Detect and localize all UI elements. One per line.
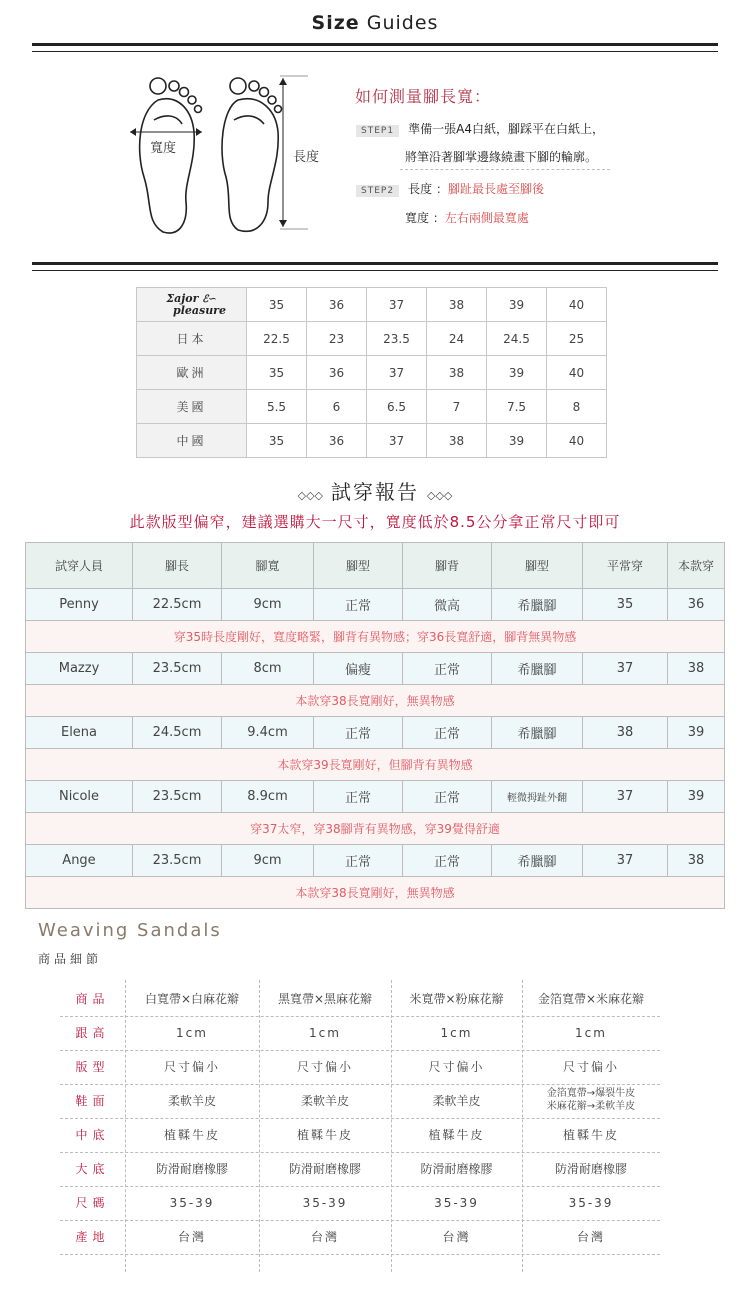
table-comment-row: 穿35時長度剛好，寬度略緊，腳背有異物感；穿36長寬舒適，腳背無異物感	[26, 621, 725, 653]
step-divider	[400, 169, 610, 170]
size-header: 36	[307, 288, 367, 322]
step1-tag: STEP1	[356, 125, 399, 137]
table-row: Ange 23.5cm 9cm 正常 正常 希臘腳 37 38	[26, 845, 725, 877]
detail-row-fit: 版型 尺寸偏小 尺寸偏小 尺寸偏小 尺寸偏小	[60, 1050, 660, 1085]
step1-line1: 準備一張A4白紙，腳踩平在白紙上，	[408, 122, 605, 136]
size-header: 38	[427, 288, 487, 322]
detail-row-origin: 產地 台灣 台灣 台灣 台灣	[60, 1220, 660, 1255]
report-title: ◇◇◇ 試穿報告 ◇◇◇	[297, 480, 453, 504]
step2-length-text: 腳趾最長處至腳後	[447, 182, 544, 196]
section-divider	[32, 262, 718, 271]
size-row-usa: 美國 5.5 6 6.5 7 7.5 8	[137, 390, 607, 424]
logo-swirl-icon: ℰ∽	[202, 294, 217, 305]
step2-width-text: 左右兩側最寬處	[444, 211, 529, 225]
report-note: 此款版型偏窄，建議選購大一尺寸，寬度低於8.5公分拿正常尺寸即可	[129, 513, 621, 531]
width-label: 寬度	[150, 137, 176, 156]
diamond-deco-icon: ◇◇◇	[297, 489, 323, 502]
step2-length-label: 長度 ：	[408, 182, 448, 196]
step1-line2: 將筆沿著腳掌邊緣繞畫下腳的輪廓。	[405, 150, 598, 164]
detail-row-size: 尺碼 35-39 35-39 35-39 35-39	[60, 1186, 660, 1221]
size-header: 39	[487, 288, 547, 322]
details-subtitle: 商品細節	[38, 952, 103, 966]
table-row: Nicole 23.5cm 8.9cm 正常 正常 輕微拇趾外翻 37 39	[26, 781, 725, 813]
table-comment-row: 本款穿38長寬剛好，無異物感	[26, 685, 725, 717]
size-row-china: 中國 35 36 37 38 39 40	[137, 424, 607, 458]
detail-row-product: 商品 白寬帶×白麻花辮 黑寬帶×黑麻花辮 米寬帶×粉麻花辮 金箔寬帶×米麻花辮	[60, 982, 660, 1017]
step2-tag: STEP2	[356, 185, 399, 197]
table-row: Mazzy 23.5cm 8cm 偏瘦 正常 希臘腳 37 38	[26, 653, 725, 685]
diamond-deco-icon: ◇◇◇	[427, 489, 453, 502]
page-title: Size Guides	[311, 12, 439, 34]
step2-width-label: 寬度 ：	[405, 211, 445, 225]
detail-row-midsole: 中底 植鞣牛皮 植鞣牛皮 植鞣牛皮 植鞣牛皮	[60, 1118, 660, 1153]
size-conversion-table	[136, 287, 607, 458]
table-comment-row: 本款穿39長寬剛好，但腳背有異物感	[26, 749, 725, 781]
trial-report-table	[25, 542, 725, 909]
table-comment-row: 本款穿38長寬剛好，無異物感	[26, 877, 725, 909]
detail-row-outsole: 大底 防滑耐磨橡膠 防滑耐磨橡膠 防滑耐磨橡膠 防滑耐磨橡膠	[60, 1152, 660, 1187]
table-row: Elena 24.5cm 9.4cm 正常 正常 希臘腳 38 39	[26, 717, 725, 749]
brand-logo: Σajor ℰ∽ pleasure	[137, 288, 247, 322]
size-header: 37	[367, 288, 427, 322]
title-divider	[32, 43, 718, 52]
size-row-europe: 歐洲 35 36 37 38 39 40	[137, 356, 607, 390]
details-title: Weaving Sandals	[38, 920, 222, 941]
foot-measure-illustration	[118, 72, 318, 242]
size-header: 40	[547, 288, 607, 322]
product-detail-grid	[60, 980, 662, 1272]
table-row: Penny 22.5cm 9cm 正常 微高 希臘腳 35 36	[26, 589, 725, 621]
trial-header-row: 試穿人員 腳長 腳寬 腳型 腳背 腳型 平常穿 本款穿	[26, 543, 725, 589]
length-label: 長度	[293, 150, 320, 165]
detail-row-upper: 鞋面 柔軟羊皮 柔軟羊皮 柔軟羊皮 金箔寬帶→爆裂牛皮 米麻花辮→柔軟羊皮	[60, 1084, 660, 1119]
size-header: 35	[247, 288, 307, 322]
table-comment-row: 穿37太窄，穿38腳背有異物感，穿39覺得舒適	[26, 813, 725, 845]
size-row-japan: 日本 22.5 23 23.5 24 24.5 25	[137, 322, 607, 356]
detail-row-heel: 跟高 1cm 1cm 1cm 1cm	[60, 1016, 660, 1051]
measure-heading: 如何測量腳長寬：	[355, 87, 492, 106]
